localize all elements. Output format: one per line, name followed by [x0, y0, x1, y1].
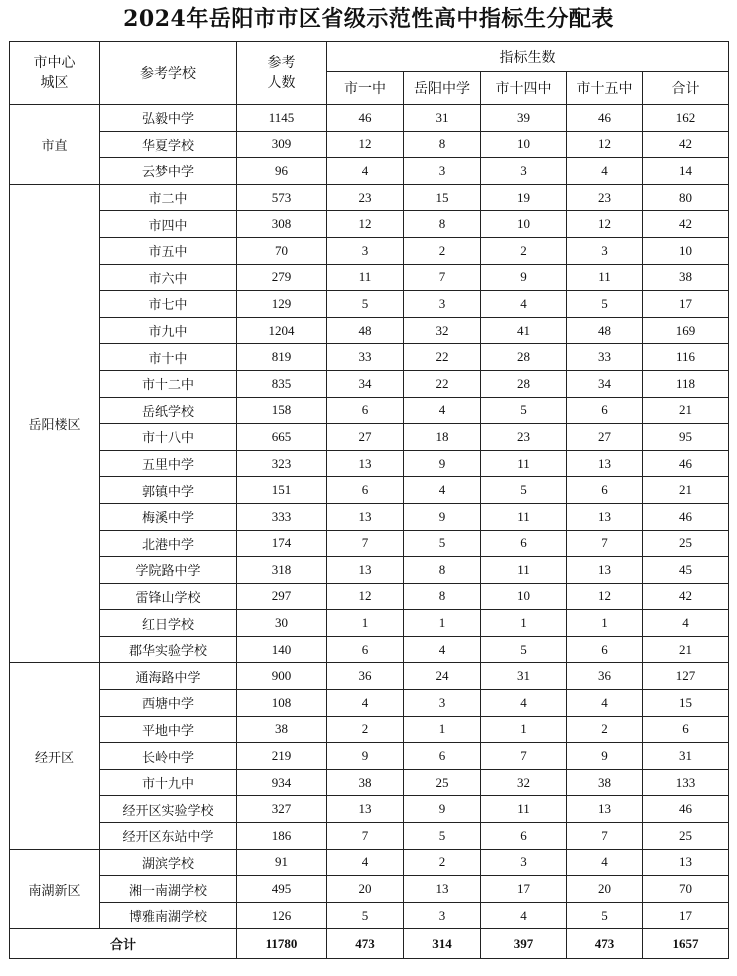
header-candidates	[237, 42, 327, 105]
header-col-shishisizhong: 市十四中	[481, 72, 567, 105]
candidates-cell: 186	[237, 823, 327, 850]
total-quota-cell: 1657	[643, 929, 729, 959]
candidates-cell: 665	[237, 424, 327, 451]
table-row	[10, 823, 729, 850]
table-body	[10, 105, 729, 959]
quota-cell: 15	[404, 184, 481, 211]
quota-cell: 13	[327, 557, 404, 584]
quota-cell: 5	[327, 902, 404, 929]
quota-cell: 4	[404, 636, 481, 663]
candidates-cell: 70	[237, 237, 327, 264]
candidates-cell: 327	[237, 796, 327, 823]
candidates-cell: 835	[237, 370, 327, 397]
quota-cell: 12	[327, 211, 404, 238]
quota-cell: 8	[404, 583, 481, 610]
row-total-cell: 15	[643, 690, 729, 717]
candidates-cell: 140	[237, 636, 327, 663]
school-cell: 红日学校	[100, 610, 237, 637]
school-cell: 市七中	[100, 291, 237, 318]
candidates-cell: 30	[237, 610, 327, 637]
school-cell: 湘一南湖学校	[100, 876, 237, 903]
quota-cell: 9	[481, 264, 567, 291]
quota-cell: 7	[481, 743, 567, 770]
row-total-cell: 17	[643, 291, 729, 318]
total-quota-cell: 473	[327, 929, 404, 959]
table-row	[10, 424, 729, 451]
table-row	[10, 184, 729, 211]
quota-cell: 7	[567, 530, 643, 557]
row-total-cell: 31	[643, 743, 729, 770]
row-total-cell: 14	[643, 158, 729, 185]
table-row	[10, 769, 729, 796]
candidates-cell: 219	[237, 743, 327, 770]
quota-cell: 46	[567, 105, 643, 132]
candidates-cell: 174	[237, 530, 327, 557]
candidates-cell: 934	[237, 769, 327, 796]
table-row	[10, 690, 729, 717]
table-row	[10, 344, 729, 371]
quota-cell: 41	[481, 317, 567, 344]
school-cell: 通海路中学	[100, 663, 237, 690]
quota-cell: 23	[327, 184, 404, 211]
district-cell: 岳阳楼区	[10, 184, 100, 663]
school-cell: 学院路中学	[100, 557, 237, 584]
row-total-cell: 133	[643, 769, 729, 796]
school-cell: 弘毅中学	[100, 105, 237, 132]
quota-cell: 7	[327, 823, 404, 850]
school-cell: 湖滨学校	[100, 849, 237, 876]
table-row	[10, 237, 729, 264]
quota-cell: 3	[404, 158, 481, 185]
row-total-cell: 21	[643, 477, 729, 504]
quota-cell: 9	[327, 743, 404, 770]
quota-cell: 3	[481, 849, 567, 876]
school-cell: 云梦中学	[100, 158, 237, 185]
row-total-cell: 17	[643, 902, 729, 929]
quota-cell: 4	[327, 690, 404, 717]
quota-cell: 34	[327, 370, 404, 397]
quota-cell: 4	[481, 690, 567, 717]
header-candidates-line1: 参考	[267, 55, 296, 71]
school-cell: 郡华实验学校	[100, 636, 237, 663]
quota-cell: 2	[404, 237, 481, 264]
quota-cell: 22	[404, 344, 481, 371]
header-col-yueyangzhongxue: 岳阳中学	[404, 72, 481, 105]
quota-cell: 7	[567, 823, 643, 850]
table-row	[10, 663, 729, 690]
quota-cell: 13	[567, 796, 643, 823]
candidates-cell: 297	[237, 583, 327, 610]
quota-cell: 1	[481, 716, 567, 743]
school-cell: 经开区东站中学	[100, 823, 237, 850]
quota-cell: 1	[404, 610, 481, 637]
row-total-cell: 116	[643, 344, 729, 371]
header-col-shishiwuzhong: 市十五中	[567, 72, 643, 105]
quota-cell: 13	[567, 450, 643, 477]
candidates-cell: 333	[237, 503, 327, 530]
row-total-cell: 45	[643, 557, 729, 584]
row-total-cell: 38	[643, 264, 729, 291]
quota-cell: 22	[404, 370, 481, 397]
quota-cell: 5	[481, 397, 567, 424]
quota-cell: 13	[567, 503, 643, 530]
quota-cell: 6	[481, 530, 567, 557]
quota-cell: 23	[481, 424, 567, 451]
quota-cell: 12	[327, 131, 404, 158]
row-total-cell: 118	[643, 370, 729, 397]
quota-cell: 5	[404, 530, 481, 557]
candidates-cell: 151	[237, 477, 327, 504]
header-district	[10, 42, 100, 105]
quota-cell: 5	[404, 823, 481, 850]
school-cell: 博雅南湖学校	[100, 902, 237, 929]
quota-cell: 5	[327, 291, 404, 318]
quota-cell: 12	[567, 211, 643, 238]
table-row	[10, 530, 729, 557]
total-quota-cell: 473	[567, 929, 643, 959]
header-school: 参考学校	[100, 42, 237, 105]
quota-cell: 2	[567, 716, 643, 743]
quota-cell: 39	[481, 105, 567, 132]
table-row	[10, 131, 729, 158]
quota-cell: 3	[327, 237, 404, 264]
table-row	[10, 583, 729, 610]
quota-cell: 20	[327, 876, 404, 903]
school-cell: 北港中学	[100, 530, 237, 557]
school-cell: 市六中	[100, 264, 237, 291]
quota-cell: 5	[567, 902, 643, 929]
total-label: 合计	[10, 929, 237, 959]
table-row	[10, 450, 729, 477]
quota-cell: 12	[327, 583, 404, 610]
school-cell: 长岭中学	[100, 743, 237, 770]
quota-cell: 9	[404, 503, 481, 530]
row-total-cell: 46	[643, 503, 729, 530]
quota-cell: 12	[567, 131, 643, 158]
table-row	[10, 557, 729, 584]
candidates-cell: 126	[237, 902, 327, 929]
candidates-cell: 900	[237, 663, 327, 690]
quota-cell: 13	[567, 557, 643, 584]
candidates-cell: 1145	[237, 105, 327, 132]
quota-cell: 11	[567, 264, 643, 291]
quota-cell: 6	[567, 636, 643, 663]
row-total-cell: 25	[643, 530, 729, 557]
row-total-cell: 42	[643, 583, 729, 610]
row-total-cell: 95	[643, 424, 729, 451]
row-total-cell: 127	[643, 663, 729, 690]
table-row	[10, 716, 729, 743]
quota-cell: 11	[327, 264, 404, 291]
candidates-cell: 108	[237, 690, 327, 717]
table-row	[10, 796, 729, 823]
row-total-cell: 4	[643, 610, 729, 637]
quota-cell: 4	[567, 849, 643, 876]
total-candidates-cell: 11780	[237, 929, 327, 959]
district-cell: 南湖新区	[10, 849, 100, 929]
table-row	[10, 610, 729, 637]
quota-cell: 9	[404, 796, 481, 823]
quota-cell: 7	[327, 530, 404, 557]
quota-cell: 33	[327, 344, 404, 371]
candidates-cell: 819	[237, 344, 327, 371]
quota-cell: 2	[481, 237, 567, 264]
header-col-shiyizhong: 市一中	[327, 72, 404, 105]
quota-cell: 4	[481, 902, 567, 929]
quota-cell: 2	[404, 849, 481, 876]
candidates-cell: 308	[237, 211, 327, 238]
quota-cell: 1	[404, 716, 481, 743]
quota-cell: 28	[481, 344, 567, 371]
school-cell: 市十二中	[100, 370, 237, 397]
header-quota-group: 指标生数	[327, 42, 729, 72]
quota-cell: 25	[404, 769, 481, 796]
quota-cell: 27	[327, 424, 404, 451]
candidates-cell: 158	[237, 397, 327, 424]
school-cell: 市二中	[100, 184, 237, 211]
table-row	[10, 743, 729, 770]
candidates-cell: 96	[237, 158, 327, 185]
school-cell: 岳纸学校	[100, 397, 237, 424]
row-total-cell: 10	[643, 237, 729, 264]
district-cell: 经开区	[10, 663, 100, 849]
quota-cell: 38	[327, 769, 404, 796]
quota-cell: 9	[404, 450, 481, 477]
quota-cell: 48	[327, 317, 404, 344]
quota-cell: 11	[481, 796, 567, 823]
table-row	[10, 105, 729, 132]
row-total-cell: 46	[643, 450, 729, 477]
quota-cell: 3	[481, 158, 567, 185]
header-candidates-line2: 人数	[267, 75, 296, 91]
quota-cell: 17	[481, 876, 567, 903]
quota-cell: 38	[567, 769, 643, 796]
table-row	[10, 211, 729, 238]
school-cell: 雷锋山学校	[100, 583, 237, 610]
row-total-cell: 6	[643, 716, 729, 743]
quota-cell: 13	[404, 876, 481, 903]
candidates-cell: 38	[237, 716, 327, 743]
quota-cell: 4	[481, 291, 567, 318]
quota-cell: 31	[404, 105, 481, 132]
candidates-cell: 129	[237, 291, 327, 318]
table-row	[10, 503, 729, 530]
quota-cell: 5	[481, 477, 567, 504]
school-cell: 市九中	[100, 317, 237, 344]
candidates-cell: 279	[237, 264, 327, 291]
quota-cell: 4	[404, 397, 481, 424]
quota-cell: 11	[481, 503, 567, 530]
quota-cell: 19	[481, 184, 567, 211]
row-total-cell: 42	[643, 211, 729, 238]
quota-cell: 28	[481, 370, 567, 397]
candidates-cell: 91	[237, 849, 327, 876]
quota-cell: 7	[404, 264, 481, 291]
quota-cell: 4	[567, 690, 643, 717]
quota-cell: 23	[567, 184, 643, 211]
quota-cell: 32	[481, 769, 567, 796]
candidates-cell: 573	[237, 184, 327, 211]
quota-cell: 3	[567, 237, 643, 264]
school-cell: 市四中	[100, 211, 237, 238]
quota-cell: 1	[481, 610, 567, 637]
table-row	[10, 636, 729, 663]
quota-cell: 6	[327, 636, 404, 663]
quota-cell: 34	[567, 370, 643, 397]
candidates-cell: 1204	[237, 317, 327, 344]
quota-cell: 9	[567, 743, 643, 770]
quota-cell: 32	[404, 317, 481, 344]
quota-cell: 1	[327, 610, 404, 637]
quota-cell: 3	[404, 291, 481, 318]
quota-cell: 18	[404, 424, 481, 451]
quota-cell: 4	[404, 477, 481, 504]
district-cell: 市直	[10, 105, 100, 185]
quota-cell: 4	[567, 158, 643, 185]
quota-cell: 6	[327, 397, 404, 424]
quota-cell: 36	[567, 663, 643, 690]
quota-cell: 11	[481, 450, 567, 477]
quota-cell: 1	[567, 610, 643, 637]
table-row	[10, 849, 729, 876]
school-cell: 市十九中	[100, 769, 237, 796]
table-row	[10, 370, 729, 397]
quota-cell: 6	[567, 477, 643, 504]
quota-cell: 46	[327, 105, 404, 132]
quota-cell: 3	[404, 690, 481, 717]
quota-table	[9, 41, 729, 959]
quota-cell: 10	[481, 583, 567, 610]
quota-cell: 8	[404, 131, 481, 158]
table-row	[10, 397, 729, 424]
quota-cell: 13	[327, 796, 404, 823]
school-cell: 西塘中学	[100, 690, 237, 717]
table-row	[10, 876, 729, 903]
header-district-line2: 城区	[40, 75, 69, 91]
table-row	[10, 902, 729, 929]
quota-cell: 24	[404, 663, 481, 690]
quota-cell: 8	[404, 211, 481, 238]
quota-cell: 36	[327, 663, 404, 690]
quota-cell: 8	[404, 557, 481, 584]
quota-cell: 27	[567, 424, 643, 451]
total-quota-cell: 314	[404, 929, 481, 959]
quota-cell: 2	[327, 716, 404, 743]
school-cell: 梅溪中学	[100, 503, 237, 530]
table-row	[10, 477, 729, 504]
school-cell: 市十八中	[100, 424, 237, 451]
quota-cell: 11	[481, 557, 567, 584]
quota-cell: 20	[567, 876, 643, 903]
table-row	[10, 158, 729, 185]
candidates-cell: 495	[237, 876, 327, 903]
candidates-cell: 318	[237, 557, 327, 584]
school-cell: 华夏学校	[100, 131, 237, 158]
row-total-cell: 42	[643, 131, 729, 158]
row-total-cell: 13	[643, 849, 729, 876]
header-col-total: 合计	[643, 72, 729, 105]
candidates-cell: 309	[237, 131, 327, 158]
quota-cell: 48	[567, 317, 643, 344]
total-quota-cell: 397	[481, 929, 567, 959]
table-row	[10, 317, 729, 344]
school-cell: 经开区实验学校	[100, 796, 237, 823]
school-cell: 市五中	[100, 237, 237, 264]
quota-cell: 33	[567, 344, 643, 371]
row-total-cell: 162	[643, 105, 729, 132]
school-cell: 五里中学	[100, 450, 237, 477]
table-row	[10, 264, 729, 291]
quota-cell: 6	[567, 397, 643, 424]
row-total-cell: 21	[643, 397, 729, 424]
quota-cell: 6	[327, 477, 404, 504]
header-district-line1: 市中心	[33, 55, 76, 71]
row-total-cell: 46	[643, 796, 729, 823]
school-cell: 郭镇中学	[100, 477, 237, 504]
quota-cell: 31	[481, 663, 567, 690]
quota-cell: 13	[327, 503, 404, 530]
quota-cell: 10	[481, 211, 567, 238]
quota-cell: 5	[481, 636, 567, 663]
school-cell: 平地中学	[100, 716, 237, 743]
quota-cell: 10	[481, 131, 567, 158]
table-row	[10, 291, 729, 318]
quota-cell: 12	[567, 583, 643, 610]
row-total-cell: 70	[643, 876, 729, 903]
total-row	[10, 929, 729, 959]
row-total-cell: 169	[643, 317, 729, 344]
row-total-cell: 80	[643, 184, 729, 211]
quota-cell: 3	[404, 902, 481, 929]
quota-cell: 6	[481, 823, 567, 850]
quota-cell: 5	[567, 291, 643, 318]
quota-cell: 13	[327, 450, 404, 477]
quota-cell: 4	[327, 158, 404, 185]
candidates-cell: 323	[237, 450, 327, 477]
page-title: 2024年岳阳市市区省级示范性高中指标生分配表	[123, 6, 614, 32]
school-cell: 市十中	[100, 344, 237, 371]
row-total-cell: 25	[643, 823, 729, 850]
row-total-cell: 21	[643, 636, 729, 663]
quota-cell: 6	[404, 743, 481, 770]
quota-cell: 4	[327, 849, 404, 876]
